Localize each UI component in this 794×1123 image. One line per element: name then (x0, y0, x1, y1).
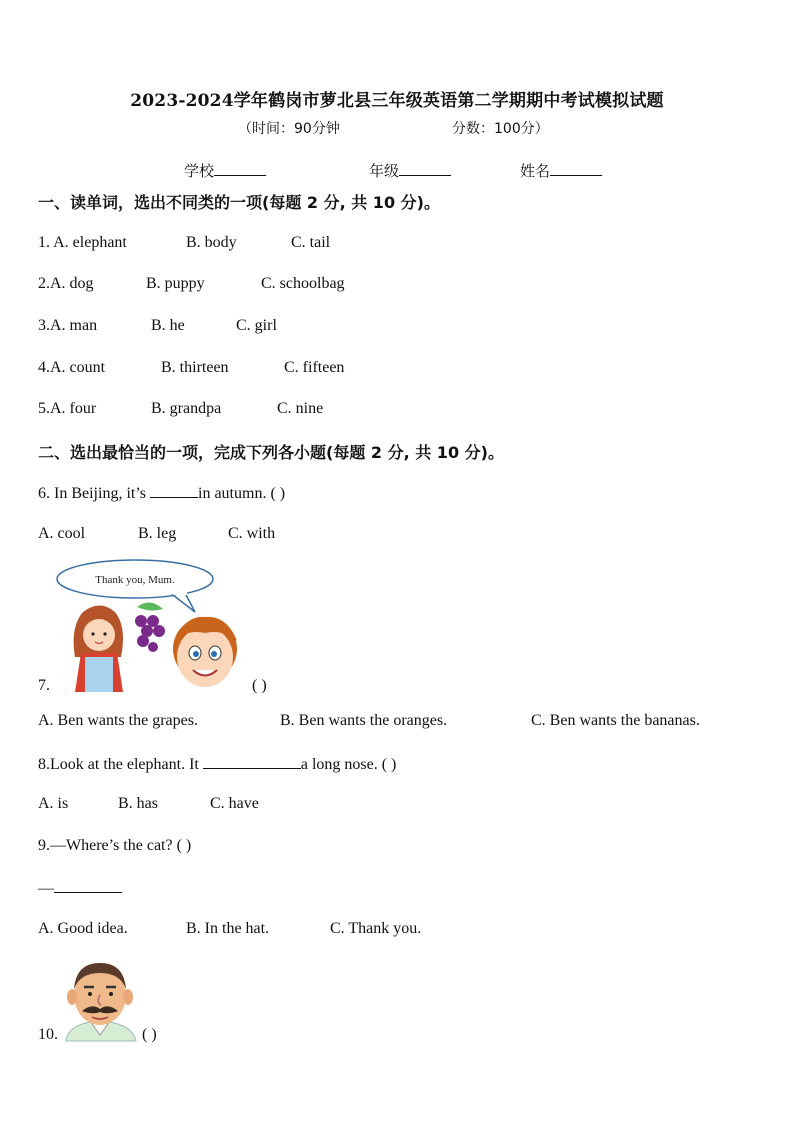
q6-blank[interactable] (150, 483, 198, 498)
school-blank[interactable] (214, 161, 266, 176)
q9-answer-line[interactable] (38, 878, 122, 898)
q4-option-b[interactable]: B. thirteen (161, 359, 229, 376)
q6-option-a[interactable]: A. cool (38, 525, 86, 542)
q10-illustration (58, 955, 142, 1043)
q9-blank[interactable] (54, 878, 122, 893)
q4-option-a[interactable]: 4.A. count (38, 359, 106, 376)
q7-option-b[interactable]: B. Ben wants the oranges. (280, 712, 448, 729)
speech-bubble-tail-join (173, 591, 187, 595)
mum-figure (74, 606, 123, 693)
q9-stem: 9.—Where’s the cat? ( ) (38, 837, 192, 854)
section-1-title: 一、读单词，选出不同类的一项(每题 2 分, 共 10 分)。 (38, 193, 440, 212)
q2-option-a[interactable]: 2.A. dog (38, 275, 94, 292)
q6-stem-end: in autumn. ( ) (198, 485, 286, 502)
q5-option-b[interactable]: B. grandpa (151, 400, 222, 417)
q7-answer-paren[interactable]: ( ) (252, 677, 267, 694)
speech-bubble-text: Thank you, Mum. (95, 574, 175, 586)
q8-stem-end: a long nose. ( ) (300, 756, 397, 773)
speech-bubble-tail (173, 593, 195, 612)
exam-time: （时间：90分钟 (238, 121, 340, 137)
q6-stem (38, 483, 285, 503)
q8-stem (38, 754, 396, 774)
q9-dash: — (38, 880, 54, 897)
q8-stem-start: 8.Look at the elephant. It (38, 756, 203, 773)
ben-figure (173, 617, 237, 687)
q2-option-b[interactable]: B. puppy (146, 275, 205, 292)
q5-option-a[interactable]: 5.A. four (38, 400, 97, 417)
q10-answer-paren[interactable]: ( ) (142, 1026, 157, 1043)
q4-option-c[interactable]: C. fifteen (284, 359, 345, 376)
q6-stem-start: 6. In Beijing, it’s (38, 485, 150, 502)
name-field[interactable] (520, 160, 602, 181)
q3-option-b[interactable]: B. he (151, 317, 185, 334)
q7-option-c[interactable]: C. Ben wants the bananas. (531, 712, 700, 729)
q2-option-c[interactable]: C. schoolbag (261, 275, 345, 292)
q7-illustration (55, 557, 245, 692)
grade-blank[interactable] (399, 161, 451, 176)
q3-option-a[interactable]: 3.A. man (38, 317, 98, 334)
school-label: 学校 (184, 162, 215, 180)
q10-number: 10. (38, 1026, 58, 1043)
q9-option-c[interactable]: C. Thank you. (330, 920, 422, 937)
grade-field[interactable] (369, 160, 451, 181)
school-field[interactable] (184, 160, 266, 181)
exam-score: 分数：100分） (452, 121, 549, 137)
q6-option-c[interactable]: C. with (228, 525, 276, 542)
name-label: 姓名 (520, 162, 551, 180)
q8-option-b[interactable]: B. has (118, 795, 158, 812)
grapes-icon (135, 602, 165, 652)
q9-option-a[interactable]: A. Good idea. (38, 920, 128, 937)
section-2-title: 二、选出最恰当的一项，完成下列各小题(每题 2 分, 共 10 分)。 (38, 443, 504, 462)
q8-option-c[interactable]: C. have (210, 795, 259, 812)
q8-blank[interactable] (203, 754, 301, 769)
grade-label: 年级 (369, 162, 400, 180)
q1-option-b[interactable]: B. body (186, 234, 237, 251)
name-blank[interactable] (550, 161, 602, 176)
page-title: 2023-2024学年鹤岗市萝北县三年级英语第二学期期中考试模拟试题 (130, 91, 664, 111)
q5-option-c[interactable]: C. nine (277, 400, 324, 417)
q7-option-a[interactable]: A. Ben wants the grapes. (38, 712, 198, 729)
q8-option-a[interactable]: A. is (38, 795, 69, 812)
q3-option-c[interactable]: C. girl (236, 317, 277, 334)
q1-option-c[interactable]: C. tail (291, 234, 331, 251)
q1-option-a[interactable]: 1. A. elephant (38, 234, 127, 251)
q7-number: 7. (38, 677, 50, 694)
grandpa-figure (66, 963, 136, 1041)
q6-option-b[interactable]: B. leg (138, 525, 177, 542)
q9-option-b[interactable]: B. In the hat. (186, 920, 270, 937)
